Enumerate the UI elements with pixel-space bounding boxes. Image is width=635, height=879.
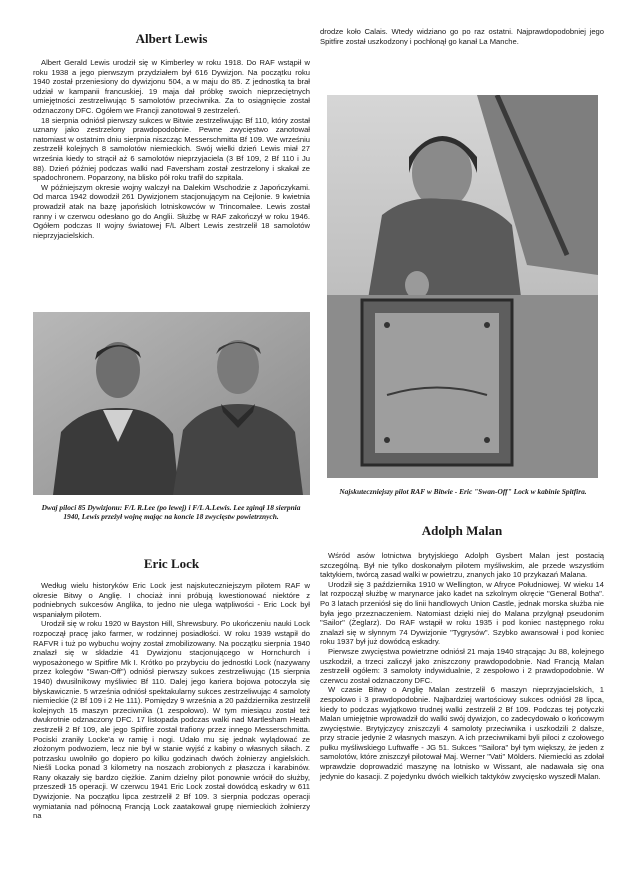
malan-heading: Adolph Malan [421, 523, 503, 538]
lee-lewis-photo [33, 312, 310, 495]
lewis-article [33, 58, 310, 240]
malan-paragraph: Urodził się 3 października 1910 w Wellington, w Afryce Południowej. W wieku 14 lat rozpoczął służbę w marynarce jako kadet na szkolnym okręcie "General Botha". Po 3 latach przeniósł się do linii handlowych Union Castle, jednak morska służba nie była jego przeznaczeniem. Natomiast dzięki niej do Malana przylgnął pseudonim "Sailor" (Żeglarz). Do RAF wstąpił w roku 1935 i pod koniec następnego roku znalazł się w słynnym 74 Dywizjonie "Tygrysów". Szybko awansował i pod koniec roku 1937 był już dowódcą eskadry. [320, 579, 604, 647]
lee-lewis-photo-caption: Dwaj piloci 85 Dywizjonu: F/L R.Lee (po lewej) i F/L A.Lewis. Lee zginął 18 sierpnia 1940, Lewis przeżył wojnę mając na koncie 18 zwycięstw powietrznych. [41, 503, 301, 522]
lock-cockpit-photo [327, 95, 598, 478]
malan-paragraph: Pierwsze zwycięstwa powietrzne odniósł 21 maja 1940 strącając Ju 88, kolejnego uszkodził, a trzeci zaliczył jako zniszczony prawdopodobnie. Nad Francją Malan zestrzelił ogółem: 3 samoloty indywidualnie, 2 zespołowo i 2 prawdopodobnie. W czerwcu został odznaczony DFC. [320, 646, 604, 685]
malan-article [320, 551, 604, 781]
lewis-paragraph: 18 sierpnia odniósł pierwszy sukces w Bitwie zestrzeliwując Bf 110, który został uznany jako zestrzelony prawdopodobnie. Pewne zwycięstwo zanotował natomiast w ostatnim dniu sierpnia niszcząc Messerschmitta Bf 109. We wrześniu zestrzelił kolejnych 8 samolotów niemieckich. Swój wielki dzień Lewis miał 27 września kiedy to strącił aż 6 samolotów nieprzyjaciela (3 Bf 109, 2 Bf 110 i Ju 88). Dzień później podczas walki nad Faversham został zestrzelony i skakał ze spadochronem. Poparzony, na blisko pół roku trafił do szpitala. [33, 115, 310, 183]
lock-paragraph: Według wielu historyków Eric Lock jest najskuteczniejszym pilotem RAF w okresie Bitwy o Anglię. I chociaż inni próbują kwestionować niektóre z podniebnych sukcesów Anglika, to jedno nie ulega wątpliwości - Eric Lock był wspaniałym pilotem. [33, 581, 310, 619]
lock-continuation: drodze koło Calais. Wtedy widziano go po raz ostatni. Najprawdopodobniej jego Spitfire został uszkodzony i pochłonął go kanał La Manche. [320, 27, 604, 46]
lewis-paragraph: Albert Gerald Lewis urodził się w Kimberley w roku 1918. Do RAF wstąpił w roku 1938 a jego pierwszym przydziałem był 616 Dywizjon. Na początku roku 1940 został przeniesiony do dywizjonu 504, a w maju do 85. Z jednostką ta brał udział w kampanii francuskiej. 19 maja dał próbkę swoich nieprzeciętnych umiejętności zestrzeliwując 5 samolotów przeciwnika. Za to osiągnięcie został odznaczony DFC. Ogółem we Francji zanotował 9 zestrzeleń. [33, 58, 310, 115]
lock-article [33, 581, 310, 821]
lock-cockpit-photo-caption: Najskuteczniejszy pilot RAF w Bitwie - Eric "Swan-Off" Lock w kabinie Spitfira. [339, 487, 587, 496]
left-column [33, 0, 310, 240]
lock-paragraph: Urodził się w roku 1920 w Bayston Hill, Shrewsbury. Po ukończeniu nauki Lock rozpoczął pracę jako farmer, w rodzinnej posiadłości. W roku 1939 wstąpił do RAFVR i tuż po wybuchu wojny został zmobilizowany. Na początku sierpnia 1940 znalazł się w składzie 41 Dywizjonu stacjonującego w Hornchurch i wyposażonego w Spitfire Mk I. Krótko po przybyciu do jednostki Lock (nazywany przez kolegów "Swan-Off") odniósł pierwszy sukces zestrzeliwując (15 sierpnia 1940) dwusilnikowy myśliwiec Bf 110. Dalej jego kariera bojowa potoczyła się błyskawicznie. 5 września odniósł spektakularny sukces zestrzeliwując 4 samoloty niemieckie (2 Bf 109 i 2 He 111). Pomiędzy 9 września a 20 października zestrzelił kolejnych 15 maszyn przeciwnika (1 zespołowo). W tym miesiącu został też dwukrotnie odznaczony DFC. 17 listopada podczas walki nad Martlesham Heath zestrzelił 2 Bf 109, ale jego Spitfire został trafiony przez innego Messerschmitta. Pociski zraniły Locke'a w ramię i nogi. Udało mu się jednak wylądować ze złożonym podwoziem, lecz nie był w stanie wyjść z kabiny o własnych siłach. Z potrzasku uwolniło go dopiero po kilku godzinach dwóch żołnierzy angielskich. Nieśli Locka ponad 3 kilometry na noszach zrobionych z płaszcza i karabinów. Rany okazały się bardzo ciężkie. Zanim dzielny pilot ponownie wrócił do służby, przeszedł 15 operacji. W czerwcu 1941 Eric Lock został dowódcą eskadry w 611 Dywizjonie. Na początku lipca zestrzelił 2 Bf 109. 3 sierpnia podczas operacji wymiatania nad północną Francją Lock zaatakował grupę niemieckich żołnierzy na [33, 619, 310, 821]
malan-paragraph: Wśród asów lotnictwa brytyjskiego Adolph Gysbert Malan jest postacią szczególną. Był nie tylko doskonałym pilotem myśliwskim, ale przede wszystkim taktykiem, twórcą zasad walki w powietrzu, znanych jako 10 przykazań Malana. [320, 551, 604, 580]
right-column-top [320, 27, 604, 46]
lewis-paragraph: W późniejszym okresie wojny walczył na Dalekim Wschodzie z Japończykami. Od marca 1942 dowodził 261 Dywizjonem stacjonującym na Cejlonie. 9 kwietnia prowadził atak na bazę japońskich lotniskowców w Trincomalee. Lewis został ranny i w czerwcu odesłano go do Anglii. Służbę w RAF zakończył w roku 1946. Ogółem podczas II wojny światowej F/L Albert Lewis zestrzelił 18 samolotów nieprzyjacielskich. [33, 182, 310, 240]
lock-heading: Eric Lock [143, 556, 200, 571]
lewis-heading: Albert Lewis [135, 31, 208, 46]
malan-section [320, 523, 604, 781]
lock-section [33, 556, 310, 821]
malan-paragraph: W czasie Bitwy o Anglię Malan zestrzelił 6 maszyn nieprzyjacielskich, 1 zespołowo i 3 prawdopodobnie. Najbardziej wartościowy sukces odniósł 28 lipca, kiedy to podczas wyjątkowo trudnej walki zestrzelił 2 Bf 109. Podczas tej potyczki Malan umiejętnie wprowadził do walki swój dywizjon, co zadecydowało o końcowym zwycięstwie. Brytyjczycy zniszczyli 4 samoloty przeciwnika i uszkodzili 2 dalsze, przy stracie jedynie 2 własnych maszyn. A ich przeciwnikami byli piloci z czołowego pułku myśliwskiego Luftwaffe - JG 51. Sukces "Sailora" był tym większy, że jeden z samolotów, które zniszczył pilotował Maj. Werner "Vati" Mölders. Niemiecki as zdołał wprawdzie doprowadzić maszynę na lotnisko w Wissant, ale nadawała się ona jedynie do kasacji. Z pojedynku dwóch wielkich taktyków zwycięsko wyszedł Malan. [320, 685, 604, 781]
